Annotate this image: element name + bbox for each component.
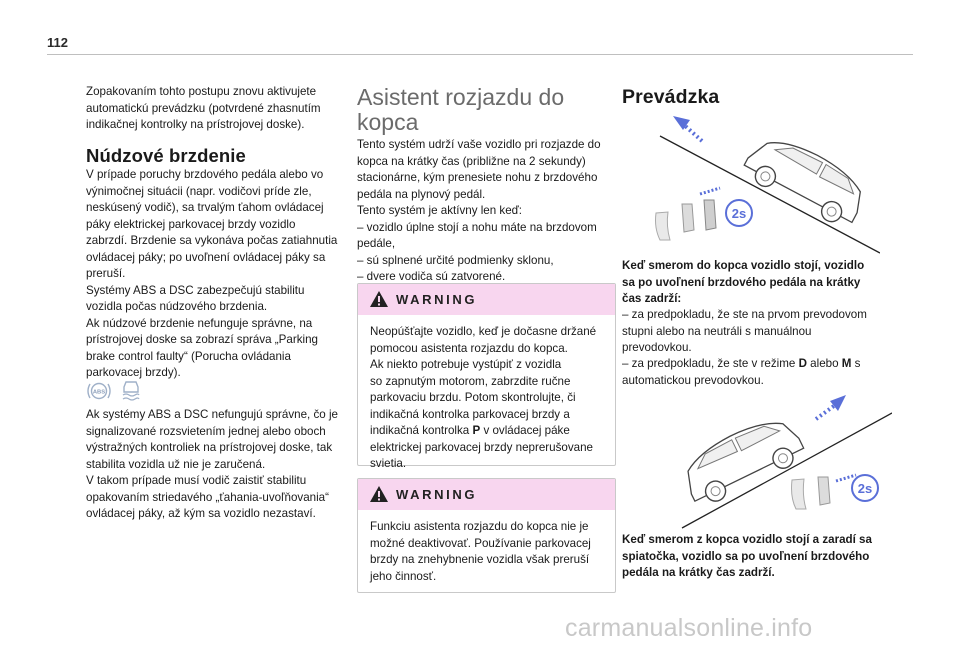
uphill-caption: Keď smerom do kopca vozidlo stojí, vozidlo sa po uvoľnení brzdového pedála na krátky čas zadrží: <box>622 259 865 305</box>
warning-label-1: WARNING <box>396 292 478 307</box>
warning-triangle-icon <box>369 485 389 503</box>
section-heading-operation: Prevádzka <box>622 86 720 108</box>
timer-label: 2s <box>731 206 747 221</box>
top-rule <box>47 54 913 55</box>
warning-text-1-a: Neopúšťajte vozidlo, keď je dočasne držané pomocou asistenta rozjazdu do kopca. Ak niekto potrebuje vystúpiť z vozidla so zapnutým motorom, zabrzdite ručne parkovaciu brzdu. Potom skontrolujte, či indikačná kontrolka parkovacej brzdy a indikačná kontrolka <box>370 325 597 437</box>
warning-text-1-b: v ovládacej páke elektrickej parkovacej brzdy neprerušovane svietia. <box>370 424 593 470</box>
section-heading-hill-start-assist: Asistent rozjazdu do kopca <box>357 84 565 135</box>
abs-warning-icon <box>86 380 112 402</box>
warning-text-2: Funkciu asistenta rozjazdu do kopca nie je možné deaktivovať. Používanie parkovacej brzdy na znehybnenie vozidla však preruší jeho činnosť. <box>370 520 591 583</box>
downhill-caption: Keď smerom z kopca vozidlo stojí a zaradí sa spiatočka, vozidlo sa po uvoľnení brzdového pedála na krátky čas zadrží. <box>622 533 872 579</box>
warning-text-1 <box>358 315 615 481</box>
pedal-group <box>656 188 721 240</box>
hill-start-description: Tento systém udrží vaše vozidlo pri rozjazde do kopca na krátky čas (približne na 2 sekundy) stacionárne, kým prenesiete nohu z brzdového pedála na plynový pedál. Tento systém je aktívny len keď: – vozidlo úplne stojí a nohu máte na brzdovom pedále, – sú splnené určité podmienky sklonu, – dvere vodiča sú zatvorené. <box>357 138 601 283</box>
pedal-group <box>792 475 857 509</box>
auto-text-a: – za predpokladu, že ste v režime <box>622 357 799 370</box>
warning-icons-row <box>86 378 166 404</box>
section-heading-emergency-braking: Núdzové brzdenie <box>86 145 246 166</box>
warning-header-2 <box>358 479 615 510</box>
warning-label-2: WARNING <box>396 487 478 502</box>
page-number: 112 <box>47 35 68 50</box>
auto-text-c: s automatickou prevodovkou. <box>622 357 861 387</box>
mode-d: D <box>798 357 807 370</box>
warning-box-1 <box>357 283 616 470</box>
warning-box-2 <box>357 478 616 593</box>
auto-text-b: alebo <box>806 357 842 370</box>
warning-header-1 <box>358 284 615 315</box>
uphill-illustration <box>640 108 880 258</box>
intro-text: Zopakovaním tohto postupu znovu aktivujete automatickú prevádzku (potvrdené zhasnutím indikačnej kontrolky na prístrojovej doske). <box>86 85 321 131</box>
uphill-condition-manual: – za predpokladu, že ste na prvom prevodovom stupni alebo na neutráli s manuálnou prevodovkou. <box>622 308 867 354</box>
warning-triangle-icon <box>369 290 389 308</box>
abs-dsc-fault-text: Ak systémy ABS a DSC nefungujú správne, čo je signalizované rozsvietením jednej alebo oboch výstražných kontroliek na prístrojovej doske, tak stabilita vozidla už nie je zaručená. V takom prípade musí vodič zaistiť stabilitu opakovaním striedavého „ťahania-uvoľňovania“ ovládacej páky, až kým sa vozidlo nezastaví. <box>86 408 338 520</box>
abs-icon-text: ABS <box>92 389 106 396</box>
watermark: carmanualsonline.info <box>565 614 813 642</box>
indicator-p: P <box>472 424 481 437</box>
mode-m: M <box>841 357 852 370</box>
downhill-illustration <box>642 385 892 535</box>
emergency-braking-text: V prípade poruchy brzdového pedála alebo vo výnimočnej situácii (napr. vodičovi príde zle, neskúsený vodič), sa trvalým ťahom ovládacej páky elektrickej parkovacej brzdy vozidlo zabrzdí. Brzdenie sa vykonáva počas zatiahnutia ovládacej páky; po uvoľnení ovládacej páky sa preruší. Systémy ABS a DSC zabezpečujú stabilitu vozidla počas núdzového brzdenia. Ak núdzové brzdenie nefunguje správne, na prístrojovej doske sa zobrazí správa „Parking brake control faulty“ (Porucha ovládania parkovacej brzdy). <box>86 168 338 379</box>
dsc-warning-icon <box>118 378 144 402</box>
timer-label: 2s <box>857 481 873 496</box>
